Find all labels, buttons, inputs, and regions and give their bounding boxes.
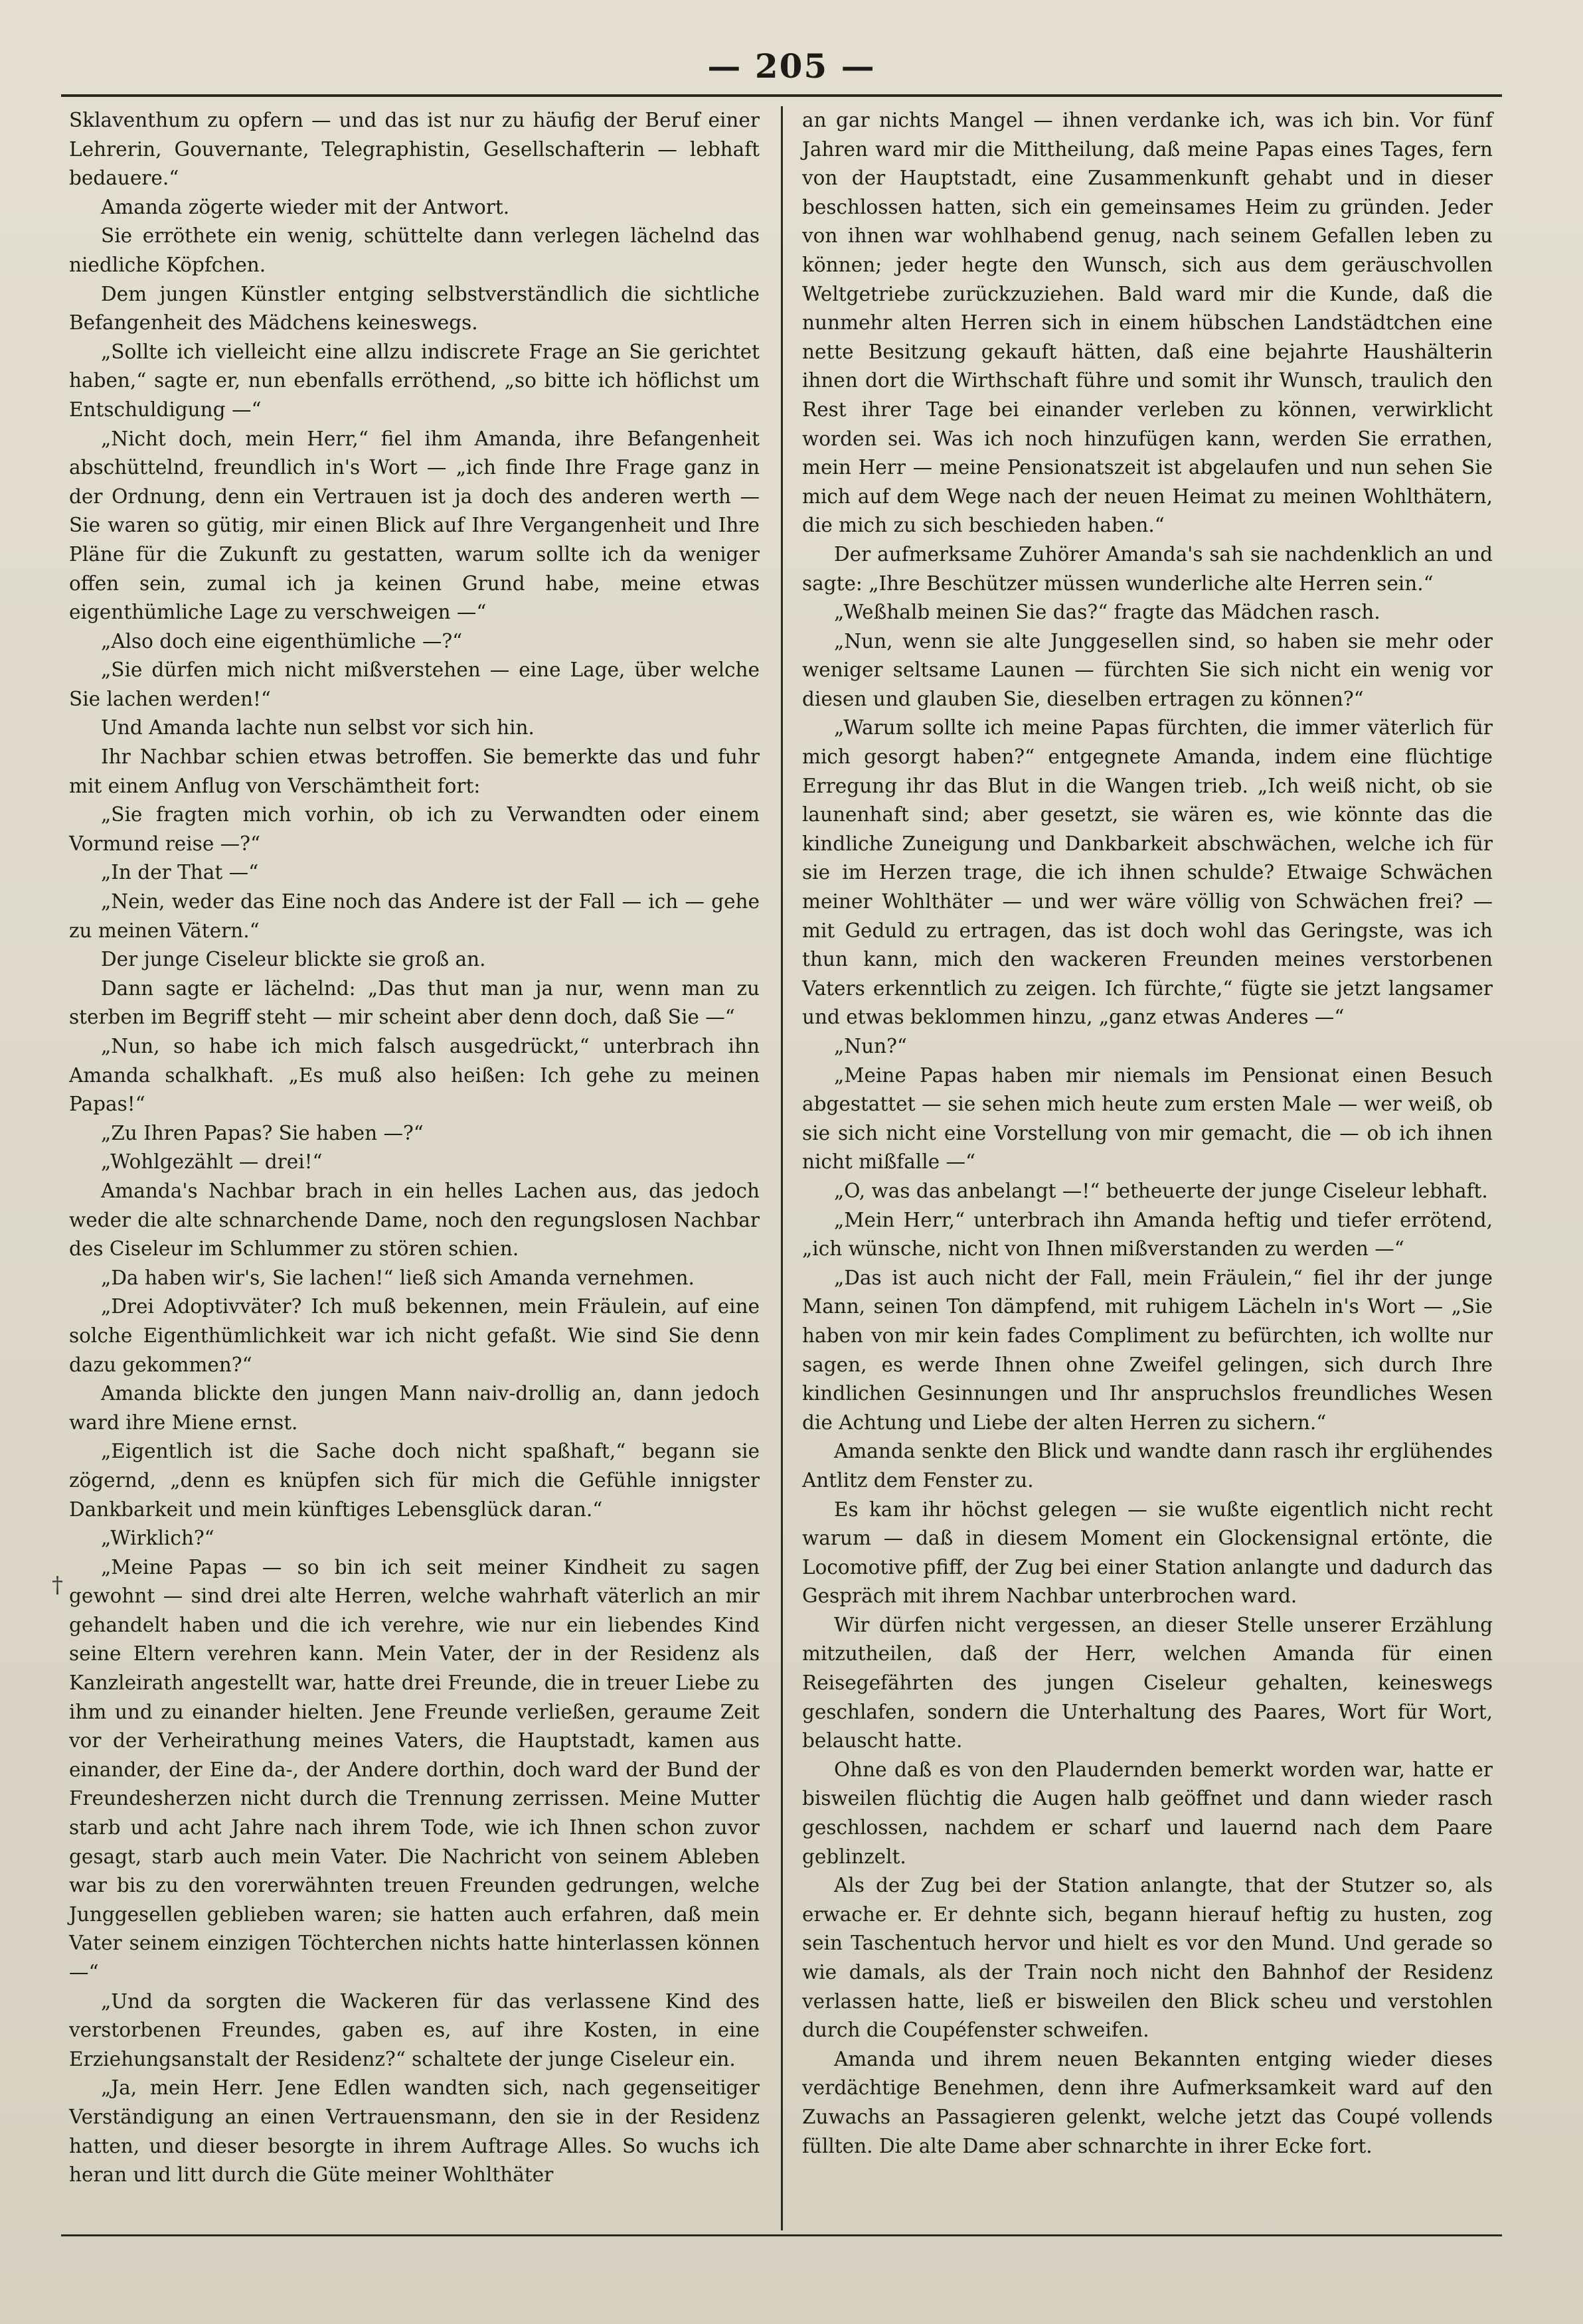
- paragraph: „Wirklich?“: [101, 1527, 214, 1550]
- paragraph: Amanda's Nachbar brach in ein helles Lachen aus, das jedoch weder die alte schnarchende Dame, noch den regungslosen Nachbar des Ciseleur im Schlummer zu stören schien.: [69, 1179, 760, 1261]
- paragraph: „Nicht doch, mein Herr,“ fiel ihm Amanda, ihre Befangenheit abschüttelnd, freundlich in's Wort — „ich finde Ihre Frage ganz in der Ordnung, denn ein Vertrauen ist ja doch des anderen werth — Sie waren so gütig, mir einen Blick auf Ihre Vergangenheit und Ihre Pläne für die Zukunft zu gestatten, warum sollte ich da weniger offen sein, zumal ich ja keinen Grund habe, meine etwas eigenthümliche Lage zu verschweigen —“: [69, 427, 760, 624]
- paragraph: Als der Zug bei der Station anlangte, that der Stutzer so, als erwache er. Er dehnte sich, begann hierauf heftig zu husten, zog sein Taschentuch hervor und hielt es vor den Mund. Und gerade so wie damals, als der Train noch nicht den Bahnhof der Residenz verlassen hatte, ließ er bisweilen den Blick scheu und verstohlen durch die Coupéfenster schweifen.: [802, 1874, 1493, 2042]
- paragraph: Amanda blickte den jungen Mann naiv-drollig an, dann jedoch ward ihre Miene ernst.: [69, 1382, 760, 1434]
- page-number: — 205 —: [707, 46, 876, 86]
- paragraph: „Nun, so habe ich mich falsch ausgedrückt,“ unterbrach ihn Amanda schalkhaft. „Es muß also heißen: Ich gehe zu meinen Papas!“: [69, 1035, 760, 1116]
- paragraph: „O, was das anbelangt —!“ betheuerte der junge Ciseleur lebhaft.: [834, 1179, 1488, 1202]
- paragraph: „Meine Papas — so bin ich seit meiner Kindheit zu sagen gewohnt — sind drei alte Herren, welche wahrhaft väterlich an mir gehandelt haben und die ich verehre, wie nur ein liebendes Kind seine Eltern verehren kann. Mein Vater, der in der Residenz als Kanzleirath angestellt war, hatte drei Freunde, die in treuer Liebe zu ihm und zu einander hielten. Jene Freunde verließen, geraume Zeit vor der Verheirathung meines Vaters, die Hauptstadt, kamen aus einander, der Eine da-, der Andere dorthin, doch ward der Bund der Freundesherzen nicht durch die Trennung zerrissen. Meine Mutter starb und acht Jahre nach ihrem Tode, wie ich Ihnen schon zuvor gesagt, starb auch mein Vater. Die Nachricht von seinem Ableben war bis zu den vorerwähnten treuen Freunden gedrungen, welche Junggesellen geblieben waren; sie hatten auch erfahren, daß mein Vater seinem einzigen Töchterchen nichts hatte hinterlassen können —“: [69, 1555, 760, 1983]
- paragraph: „Wohlgezählt — drei!“: [101, 1150, 323, 1174]
- paragraph: „Nun?“: [834, 1035, 907, 1057]
- left-column: [69, 106, 760, 2190]
- paragraph: Dann sagte er lächelnd: „Das thut man ja nur, wenn man zu sterben im Begriff steht — mir scheint aber denn doch, daß Sie —“: [69, 976, 760, 1029]
- margin-mark: †: [52, 1572, 63, 1598]
- paragraph: Ohne daß es von den Plaudernden bemerkt worden war, hatte er bisweilen flüchtig die Augen halb geöffnet und dann wieder rasch geschlossen, nachdem er scharf und lauernd nach dem Paare geblinzelt.: [802, 1758, 1493, 1868]
- paragraph: Sklaventhum zu opfern — und das ist nur zu häufig der Beruf einer Lehrerin, Gouvernante, Telegraphistin, Gesellschafterin — lebhaft bedauere.“: [69, 109, 760, 190]
- paragraph: „Sie dürfen mich nicht mißverstehen — eine Lage, über welche Sie lachen werden!“: [69, 658, 760, 710]
- paragraph: „Ja, mein Herr. Jene Edlen wandten sich, nach gegenseitiger Verständigung an einen Vertrauensmann, den sie in der Residenz hatten, und dieser besorgte in ihrem Auftrage Alles. So wuchs ich heran und litt durch die Güte meiner Wohlthäter: [69, 2076, 760, 2187]
- paragraph: Amanda senkte den Blick und wandte dann rasch ihr erglühendes Antlitz dem Fenster zu.: [802, 1440, 1493, 1492]
- paragraph: „Warum sollte ich meine Papas fürchten, die immer väterlich für mich gesorgt haben?“ entgegnete Amanda, indem eine flüchtige Erregung ihr das Blut in die Wangen trieb. „Ich weiß nicht, ob sie launenhaft sind; aber gesetzt, sie wären es, wie könnte das die kindliche Zuneigung und Dankbarkeit abschwächen, welche ich für sie im Herzen trage, die ich ihnen schulde? Etwaige Schwächen meiner Wohlthäter — und wer wäre völlig von Schwächen frei? — mit Geduld zu ertragen, das ist doch wohl das Geringste, was ich thun kann, mich den wackeren Freunden meines verstorbenen Vaters erkenntlich zu zeigen. Ich fürchte,“ fügte sie jetzt langsamer und etwas beklommen hinzu, „ganz etwas Anderes —“: [802, 716, 1493, 1029]
- paragraph: „Und da sorgten die Wackeren für das verlassene Kind des verstorbenen Freundes, gaben es, auf ihre Kosten, in eine Erziehungsanstalt der Residenz?“ schaltete der junge Ciseleur ein.: [69, 1989, 760, 2070]
- paragraph: „Meine Papas haben mir niemals im Pensionat einen Besuch abgestattet — sie sehen mich heute zum ersten Male — wer weiß, ob sie sich nicht eine Vorstellung von mir gemacht, die — ob ich ihnen nicht mißfalle —“: [802, 1063, 1493, 1174]
- paragraph: Es kam ihr höchst gelegen — sie wußte eigentlich nicht recht warum — daß in diesem Moment ein Glockensignal ertönte, die Locomotive pfiff, der Zug bei einer Station anlangte und dadurch das Gespräch mit ihrem Nachbar unterbrochen ward.: [802, 1498, 1493, 1608]
- paragraph: „Sollte ich vielleicht eine allzu indiscrete Frage an Sie gerichtet haben,“ sagte er, nun ebenfalls erröthend, „so bitte ich höflichst um Entschuldigung —“: [69, 340, 760, 421]
- paragraph: Der aufmerksame Zuhörer Amanda's sah sie nachdenklich an und sagte: „Ihre Beschützer müssen wunderliche alte Herren sein.“: [802, 542, 1493, 595]
- paragraph: Sie erröthete ein wenig, schüttelte dann verlegen lächelnd das niedliche Köpfchen.: [69, 224, 760, 276]
- paragraph: „Drei Adoptivväter? Ich muß bekennen, mein Fräulein, auf eine solche Eigenthümlichkeit war ich nicht gefaßt. Wie sind Sie denn dazu gekommen?“: [69, 1295, 760, 1376]
- paragraph: „Mein Herr,“ unterbrach ihn Amanda heftig und tiefer errötend, „ich wünsche, nicht von Ihnen mißverstanden zu werden —“: [802, 1208, 1493, 1261]
- footer-rule: [61, 2234, 1502, 2236]
- column-divider: [781, 106, 783, 2230]
- paragraph: „Zu Ihren Papas? Sie haben —?“: [101, 1121, 424, 1144]
- paragraph: Amanda und ihrem neuen Bekannten entging wieder dieses verdächtige Benehmen, denn ihre Aufmerksamkeit ward auf den Zuwachs an Passagieren gelenkt, welche jetzt das Coupé vollends füllten. Die alte Dame aber schnarchte in ihrer Ecke fort.: [802, 2047, 1493, 2157]
- paragraph: Und Amanda lachte nun selbst vor sich hin.: [101, 716, 535, 739]
- paragraph: „Da haben wir's, Sie lachen!“ ließ sich Amanda vernehmen.: [101, 1266, 695, 1289]
- paragraph: „Das ist auch nicht der Fall, mein Fräulein,“ fiel ihr der junge Mann, seinen Ton dämpfend, mit ruhigem Lächeln in's Wort — „Sie haben von mir kein fades Compliment zu befürchten, ich wollte nur sagen, es werde Ihnen ohne Zweifel gelingen, sich durch Ihre kindlichen Gesinnungen und Ihr anspruchslos freundliches Wesen die Achtung und Liebe der alten Herren zu sichern.“: [802, 1266, 1493, 1434]
- paragraph: „Nun, wenn sie alte Junggesellen sind, so haben sie mehr oder weniger seltsame Launen — fürchten Sie sich nicht ein wenig vor diesen und glauben Sie, dieselben ertragen zu können?“: [802, 629, 1493, 710]
- paragraph: „Nein, weder das Eine noch das Andere ist der Fall — ich — gehe zu meinen Vätern.“: [69, 890, 760, 942]
- paragraph: Wir dürfen nicht vergessen, an dieser Stelle unserer Erzählung mitzutheilen, daß der Herr, welchen Amanda für einen Reisegefährten des jungen Ciseleur gehalten, keineswegs geschlafen, sondern die Unterhaltung des Paares, Wort für Wort, belauscht hatte.: [802, 1613, 1493, 1752]
- right-column: [802, 106, 1493, 2161]
- paragraph: Ihr Nachbar schien etwas betroffen. Sie bemerkte das und fuhr mit einem Anflug von Verschämtheit fort:: [69, 745, 760, 797]
- paragraph: „Eigentlich ist die Sache doch nicht spaßhaft,“ begann sie zögernd, „denn es knüpfen sich für mich die Gefühle innigster Dankbarkeit und mein künftiges Lebensglück daran.“: [69, 1440, 760, 1521]
- paragraph: Dem jungen Künstler entging selbstverständlich die sichtliche Befangenheit des Mädchens keineswegs.: [69, 282, 760, 335]
- header-rule: [61, 94, 1502, 97]
- paragraph: „Weßhalb meinen Sie das?“ fragte das Mädchen rasch.: [834, 601, 1380, 624]
- paragraph: „In der That —“: [101, 861, 259, 884]
- paragraph: „Sie fragten mich vorhin, ob ich zu Verwandten oder einem Vormund reise —?“: [69, 803, 760, 855]
- paragraph: Amanda zögerte wieder mit der Antwort.: [101, 195, 510, 218]
- paragraph: „Also doch eine eigenthümliche —?“: [101, 629, 463, 653]
- paragraph: Der junge Ciseleur blickte sie groß an.: [101, 948, 486, 971]
- paragraph: an gar nichts Mangel — ihnen verdanke ich, was ich bin. Vor fünf Jahren ward mir die Mittheilung, daß meine Papas eines Tages, fern von der Hauptstadt, eine Zusammenkunft gehabt und in dieser beschlossen hatten, sich ein gemeinsames Heim zu gründen. Jeder von ihnen war wohlhabend genug, nach seinem Gefallen leben zu können; jeder hegte den Wunsch, sich aus dem geräuschvollen Weltgetriebe zurückzuziehen. Bald ward mir die Kunde, daß die nunmehr alten Herren sich in einem hübschen Landstädtchen eine nette Besitzung gekauft hätten, daß eine bejahrte Haushälterin ihnen dort die Wirthschaft führe und somit ihr Wunsch, traulich den Rest ihrer Tage bei einander verleben zu können, verwirklicht worden sei. Was ich noch hinzufügen kann, werden Sie errathen, mein Herr — meine Pensionatszeit ist abgelaufen und nun sehen Sie mich auf dem Wege nach der neuen Heimat zu meinen Wohlthätern, die mich zu sich beschieden haben.“: [802, 109, 1493, 537]
